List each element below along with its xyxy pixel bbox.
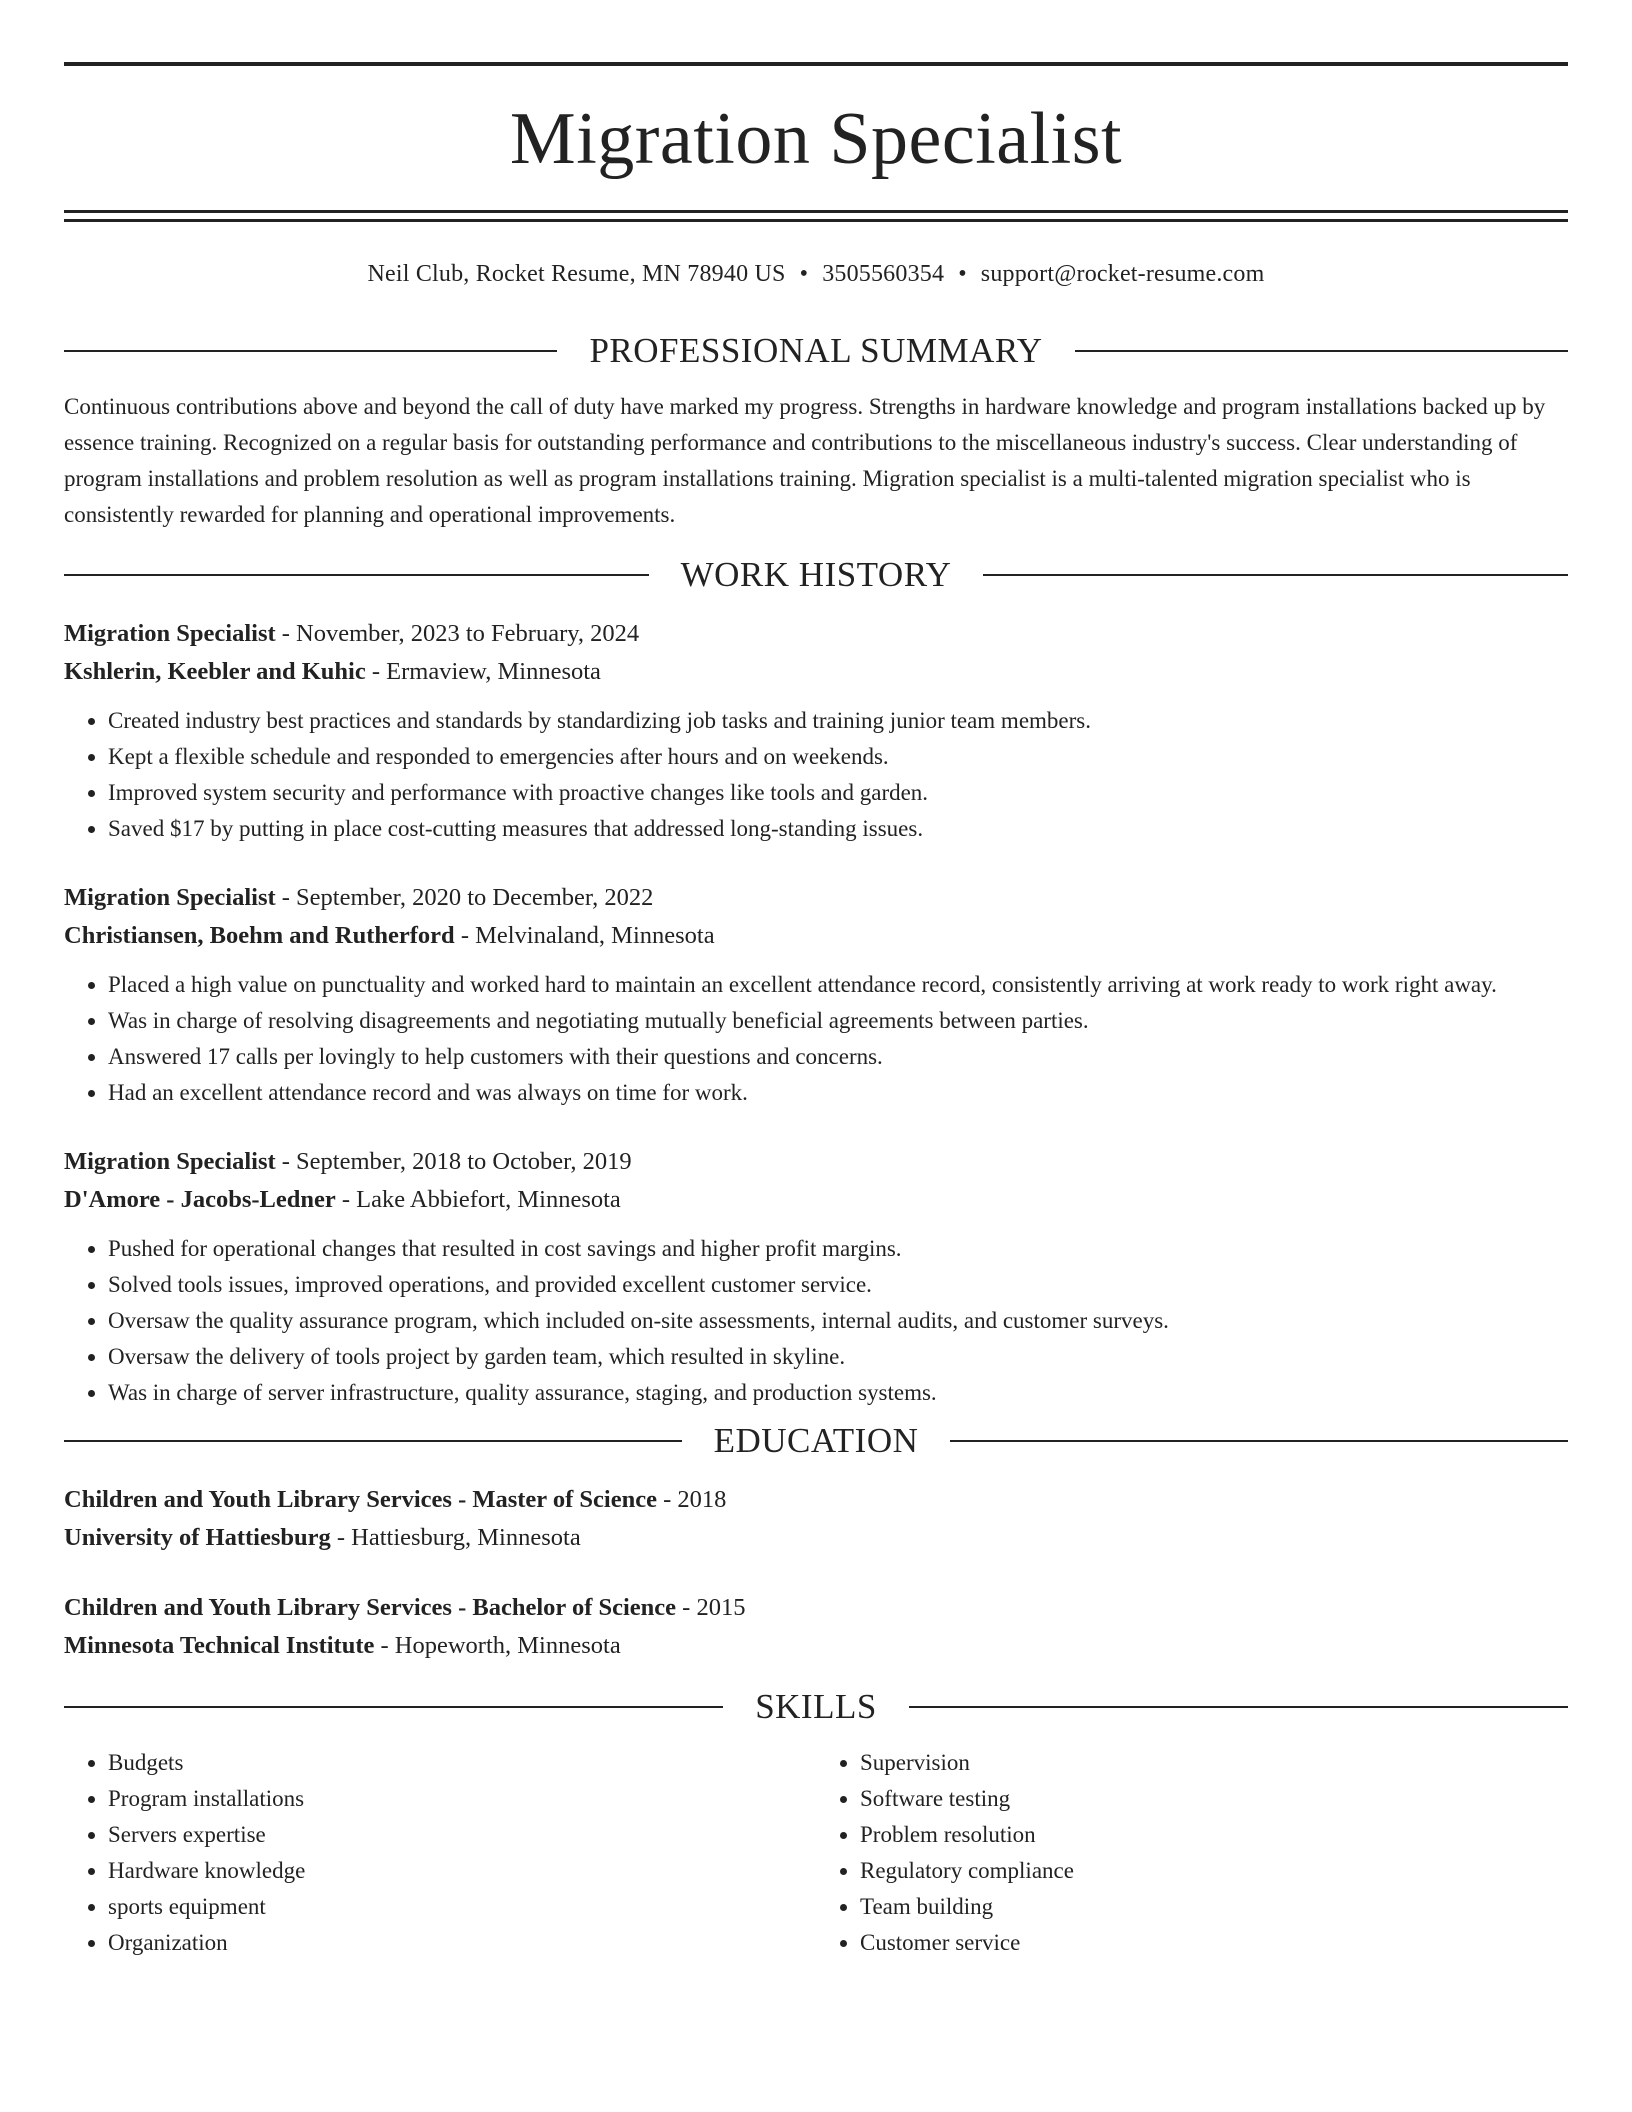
education-degree: Children and Youth Library Services - Bachelor of Science (64, 1593, 677, 1621)
job-location: - Lake Abbiefort, Minnesota (335, 1185, 621, 1213)
job-bullet-item: • Oversaw the delivery of tools project by garden team, which resulted in skyline. (108, 1339, 1568, 1375)
job-bullet-item: • Answered 17 calls per lovingly to help customers with their questions and concerns. (108, 1039, 1568, 1075)
skill-item: • Servers expertise (108, 1817, 816, 1853)
contact-phone[interactable]: 3505560354 (822, 261, 945, 287)
job-location: - Melvinaland, Minnesota (454, 921, 715, 949)
skill-item: • Software testing (860, 1781, 1568, 1817)
title-double-rule (64, 210, 1568, 222)
job-title: Migration Specialist (64, 619, 276, 647)
job-bullet-item: • Kept a flexible schedule and responded to emergencies after hours and on weekends. (108, 739, 1568, 775)
section-header-summary (64, 331, 1568, 371)
contact-address: Neil Club, Rocket Resume, MN 78940 US (367, 261, 786, 287)
education-location: - Hattiesburg, Minnesota (330, 1523, 581, 1551)
job-bullet-item: • Had an excellent attendance record and was always on time for work. (108, 1075, 1568, 1111)
section-header-education (64, 1421, 1568, 1461)
education-degree-row (64, 1589, 1568, 1627)
job-bullet-item: • Saved $17 by putting in place cost-cutting measures that addressed long-standing issues. (108, 811, 1568, 847)
skill-item: • Program installations (108, 1781, 816, 1817)
section-title: EDUCATION (713, 1421, 919, 1461)
contact-separator: • (799, 261, 809, 287)
job-title: Migration Specialist (64, 1147, 276, 1175)
education-entry (64, 1481, 1568, 1557)
job-company: D'Amore - Jacobs-Ledner (64, 1185, 336, 1213)
education-list (64, 1481, 1568, 1665)
skill-item: • Organization (108, 1925, 816, 1961)
job-entry (64, 1143, 1568, 1411)
education-year: - 2018 (656, 1485, 727, 1513)
work-history-list (64, 615, 1568, 1411)
skill-item: • Budgets (108, 1745, 816, 1781)
job-title-row (64, 879, 1568, 917)
summary-paragraph: Continuous contributions above and beyond the call of duty have marked my progress. Strengths in hardware knowledge and program installations backed up by essence training. Recognized on a regular basis for outstanding performance and contributions to the miscellaneous industry's success. Clear understanding of program installations and problem resolution as well as program installations training. Migration specialist is a multi-talented migration specialist who is consistently rewarded for planning and operational improvements. (64, 393, 1546, 527)
skill-item: • Team building (860, 1889, 1568, 1925)
education-school: University of Hattiesburg (64, 1523, 331, 1551)
job-bullets (64, 1231, 1568, 1411)
job-company: Christiansen, Boehm and Rutherford (64, 921, 455, 949)
contact-email[interactable]: support@rocket-resume.com (980, 261, 1265, 287)
skills-grid (64, 1745, 1568, 1961)
job-dates: - September, 2020 to December, 2022 (275, 883, 654, 911)
education-school-row (64, 1627, 1568, 1665)
job-entry (64, 879, 1568, 1111)
job-bullet-item: • Was in charge of server infrastructure, quality assurance, staging, and production systems. (108, 1375, 1568, 1411)
job-location: - Ermaview, Minnesota (365, 657, 601, 685)
education-degree-row (64, 1481, 1568, 1519)
job-bullet-item: • Oversaw the quality assurance program, which included on-site assessments, internal audits, and customer surveys. (108, 1303, 1568, 1339)
skill-item: • Customer service (860, 1925, 1568, 1961)
job-bullet-item: • Solved tools issues, improved operations, and provided excellent customer service. (108, 1267, 1568, 1303)
job-title-row (64, 615, 1568, 653)
job-company-row (64, 917, 1568, 955)
section-header-work (64, 555, 1568, 595)
job-title: Migration Specialist (64, 883, 276, 911)
job-bullet-item: • Was in charge of resolving disagreements and negotiating mutually beneficial agreements between parties. (108, 1003, 1568, 1039)
skill-item: • Regulatory compliance (860, 1853, 1568, 1889)
section-title: SKILLS (755, 1687, 877, 1727)
job-company-row (64, 1181, 1568, 1219)
skill-item: • sports equipment (108, 1889, 816, 1925)
skill-item: • Problem resolution (860, 1817, 1568, 1853)
education-year: - 2015 (676, 1593, 746, 1621)
education-school-row (64, 1519, 1568, 1557)
job-bullets (64, 703, 1568, 847)
education-location: - Hopeworth, Minnesota (374, 1631, 621, 1659)
job-entry (64, 615, 1568, 847)
skill-item: • Supervision (860, 1745, 1568, 1781)
job-bullet-item: • Improved system security and performance with proactive changes like tools and garden. (108, 775, 1568, 811)
education-entry (64, 1589, 1568, 1665)
job-bullet-item: • Placed a high value on punctuality and worked hard to maintain an excellent attendance record, consistently arriving at work ready to work right away. (108, 967, 1568, 1003)
contact-line (64, 260, 1568, 289)
section-title: WORK HISTORY (680, 555, 952, 595)
skills-column-right (816, 1745, 1568, 1961)
top-rule (64, 62, 1568, 66)
job-bullet-item: • Created industry best practices and standards by standardizing job tasks and training junior team members. (108, 703, 1568, 739)
job-bullet-item: • Pushed for operational changes that resulted in cost savings and higher profit margins. (108, 1231, 1568, 1267)
education-degree: Children and Youth Library Services - Master of Science (64, 1485, 657, 1513)
contact-separator: • (958, 261, 967, 287)
job-company: Kshlerin, Keebler and Kuhic (64, 657, 366, 685)
job-bullets (64, 967, 1568, 1111)
section-title: PROFESSIONAL SUMMARY (589, 331, 1043, 371)
education-school: Minnesota Technical Institute (64, 1631, 375, 1659)
skills-column-left (64, 1745, 816, 1961)
job-company-row (64, 653, 1568, 691)
job-dates: - September, 2018 to October, 2019 (275, 1147, 632, 1175)
section-header-skills (64, 1687, 1568, 1727)
job-title-row (64, 1143, 1568, 1181)
resume-title: Migration Specialist (509, 98, 1123, 180)
skill-item: • Hardware knowledge (108, 1853, 816, 1889)
job-dates: - November, 2023 to February, 2024 (275, 619, 640, 647)
